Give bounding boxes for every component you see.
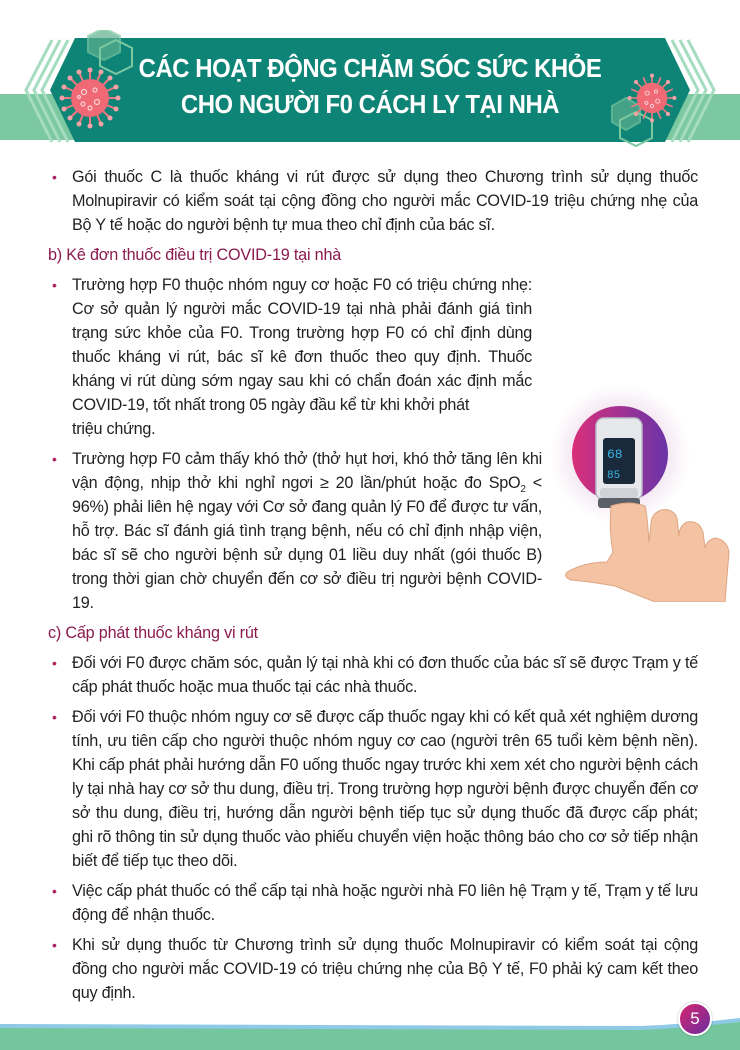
section-heading-b: b) Kê đơn thuốc điều trị COVID-19 tại nhà <box>48 246 342 264</box>
paragraph-text: Trường hợp F0 thuộc nhóm nguy cơ hoặc F0 có triệu chứng nhẹ: Cơ sở quản lý người mắc COVID-19 tại nhà phải đánh giá tình trạng sức khỏe của F0. Trong trường hợp F0 có chỉ định dùng thuốc kháng vi rút, bác sĩ kê đơn thuốc theo quy định. Thuốc kháng vi rút dùng sớm ngay sau khi có chẩn đoán xác định mắc COVID-19, tốt nhất trong 05 ngày đầu kể từ khi khởi phát <box>72 276 532 414</box>
hand-icon <box>566 503 729 602</box>
pulse-oximeter-illustration <box>545 372 735 602</box>
list-item <box>48 651 698 699</box>
list-item <box>48 165 698 237</box>
bullet-icon: • <box>52 655 57 671</box>
paragraph-text: < 96%) phải liên hệ ngay với Cơ sở đang quản lý F0 để được tư vấn, hỗ trợ. Bác sĩ đánh giá tình trạng bệnh, nếu có chỉ định nhập viện, bác sĩ sẽ cho người bệnh sử dụng 01 liều duy nhất (gói thuốc B) trong thời gian chờ chuyển đến cơ sở điều trị người bệnh COVID-19. <box>72 474 542 612</box>
oximeter-clip <box>600 488 638 498</box>
list-item <box>48 879 698 927</box>
oximeter-reading-bottom: 85 <box>607 470 621 482</box>
page-number-badge: 5 <box>678 1002 712 1036</box>
paragraph-text: triệu chứng. <box>72 420 156 438</box>
paragraph-text: Đối với F0 được chăm sóc, quản lý tại nhà khi có đơn thuốc của bác sĩ sẽ được Trạm y tế cấp phát thuốc hoặc mua thuốc tại các nhà thuốc. <box>72 654 698 696</box>
bullet-icon: • <box>52 883 57 899</box>
list-item <box>48 933 698 1005</box>
footer-band <box>0 1000 740 1050</box>
list-item <box>48 447 542 615</box>
header-banner <box>0 30 740 150</box>
paragraph-text: Trường hợp F0 cảm thấy khó thở (thở hụt hơi, khó thở tăng lên khi vận động, nhịp thở khi nghỉ ngơi ≥ 20 lần/phút hoặc đo SpO <box>72 450 542 492</box>
pulse-oximeter-graphic <box>545 372 735 602</box>
list-item <box>48 705 698 873</box>
virus-icon-left <box>60 68 121 129</box>
paragraph-text: Việc cấp phát thuốc có thể cấp tại nhà hoặc người nhà F0 liên hệ Trạm y tế, Trạm y tế lưu động để nhận thuốc. <box>72 882 698 924</box>
bullet-icon: • <box>52 169 57 185</box>
bullet-icon: • <box>52 277 57 293</box>
paragraph-text: Khi sử dụng thuốc từ Chương trình sử dụng thuốc Molnupiravir có kiểm soát tại cộng đồng cho người mắc COVID-19 có triệu chứng nhẹ của Bộ Y tế, F0 phải ký cam kết theo quy định. <box>72 936 698 1002</box>
oximeter-reading-top: 68 <box>607 447 623 462</box>
page-title <box>122 50 619 122</box>
page-title-line-2: CHO NGƯỜI F0 CÁCH LY TẠI NHÀ <box>180 89 560 119</box>
section-heading-c: c) Cấp phát thuốc kháng vi rút <box>48 624 258 642</box>
bullet-icon: • <box>52 937 57 953</box>
bullet-icon: • <box>52 709 57 725</box>
paragraph-text: Đối với F0 thuộc nhóm nguy cơ sẽ được cấp thuốc ngay khi có kết quả xét nghiệm dương tính, ưu tiên cấp cho người thuộc nhóm nguy cơ cao (người trên 65 tuổi kèm bệnh nền). Khi cấp phát phải hướng dẫn F0 uống thuốc ngay trước khi xem xét cho người bệnh cách ly tại nhà hay cơ sở thu dung, điều trị. Trong trường hợp người bệnh được chuyển đến cơ sở thu dung, điều trị, hướng dẫn người bệnh tiếp tục sử dụng thuốc đã được cấp phát; ghi rõ thông tin sử dụng thuốc vào phiếu chuyển viện hoặc thông báo cho cơ sở tiếp nhận biết để tiếp tục theo dõi. <box>72 708 698 870</box>
virus-icon-right <box>628 74 677 123</box>
bullet-icon: • <box>52 451 57 467</box>
paragraph-text: Gói thuốc C là thuốc kháng vi rút được sử dụng theo Chương trình sử dụng thuốc Molnupiravir có kiểm soát tại cộng đồng cho người mắc COVID-19 triệu chứng nhẹ của Bộ Y tế hoặc do người bệnh tự mua theo chỉ định của bác sĩ. <box>72 168 698 234</box>
subscript-text: 2 <box>520 484 526 496</box>
page-title-line-1: CÁC HOẠT ĐỘNG CHĂM SÓC SỨC KHỎE <box>138 53 602 83</box>
